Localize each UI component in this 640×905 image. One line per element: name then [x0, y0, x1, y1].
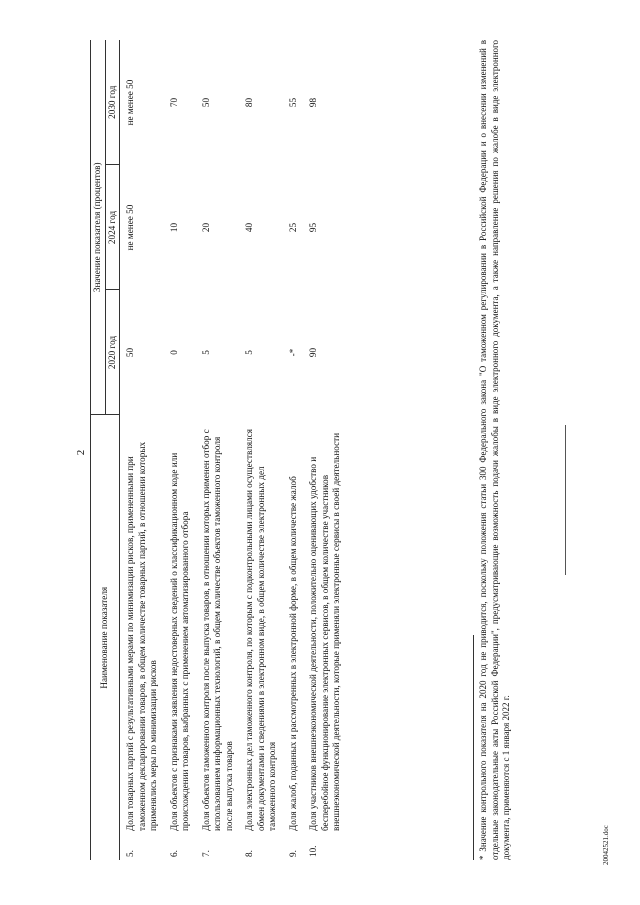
header-name-column: Наименование показателя: [91, 415, 120, 860]
value-2020: 90: [308, 347, 318, 358]
separator-line: [565, 425, 566, 575]
indicators-table: [90, 40, 347, 860]
value-2020: 5: [200, 350, 211, 355]
value-2024: 95: [308, 222, 318, 233]
value-2024: 25: [287, 222, 298, 233]
row-name: Доля объектов с признаками заявления недостоверных сведений о классификационном коде или происхождении товаров, выбранных с применением автоматизированного отбора: [168, 452, 190, 831]
document-code: 20042521.doc: [602, 825, 610, 865]
table-row: [196, 40, 240, 860]
value-2030: 70: [168, 97, 179, 108]
row-number: 7.: [200, 850, 211, 857]
page-number: 2: [75, 449, 87, 456]
row-name-cell: [283, 415, 304, 860]
table-row: [120, 40, 164, 860]
footnote-divider: [473, 635, 474, 860]
header-year-2020: 2020 год: [105, 290, 120, 415]
value-2030: 98: [308, 97, 318, 108]
row-name-cell: [196, 415, 240, 860]
row-name-cell: [239, 415, 283, 860]
row-name: Доля объектов таможенного контроля после выпуска товаров, в отношении которых применен отбор с использованием информационных технологий, в общем количестве объектов таможенного контроля после выпуска товаров: [200, 429, 234, 831]
header-value-group: Значение показателя (процентов): [91, 40, 106, 415]
row-number: 10.: [308, 845, 318, 857]
row-name: Доля товарных партий с результативными мерами по минимизации рисков, примененными при таможенном декларировании товаров, в общем количестве товарных партий, в отношении которых применялись меры по минимизации рисков: [125, 441, 158, 831]
header-year-2024: 2024 год: [105, 165, 120, 290]
row-number: 6.: [168, 850, 179, 857]
value-2024: 20: [200, 222, 211, 233]
row-name: Доля жалоб, поданных и рассмотренных в электронной форме, в общем количестве жалоб: [287, 476, 298, 831]
footnote-text: * Значение контрольного показателя на 2020 год не приводится, поскольку положения статьи 300 Федерального закона "О таможенном регулировании в Российской Федерации и о внесении изменений в отдельные законодательные акты Российской Федерации", предусматривающие возможность подачи жалобы в виде электронного документа, а также направление решения по жалобе в виде электронного документа, применяются с 1 января 2022 г.: [478, 40, 512, 860]
row-name-cell: [164, 415, 196, 860]
value-2030: 80: [244, 97, 254, 108]
value-2024: не менее 50: [125, 204, 135, 251]
value-2024: 40: [244, 222, 254, 233]
value-2020: 0: [168, 350, 179, 355]
row-name: Доля участников внешнеэкономической деятельности, положительно оценивающих удобство и бесперебойное функционирование электронных сервисов, в общем количестве участников внешнеэкономической деятельности, которые применяли электронные сервисы в своей деятельности: [308, 432, 341, 831]
value-2030: 55: [287, 97, 298, 108]
value-2030: 50: [200, 97, 211, 108]
row-name-cell: [303, 415, 347, 860]
row-number: 5.: [125, 850, 135, 857]
value-2030: не менее 50: [125, 79, 135, 126]
value-2020: 50: [125, 347, 135, 358]
row-number: 8.: [244, 850, 254, 857]
value-2020: -*: [287, 348, 298, 357]
table-row: [303, 40, 347, 860]
row-number: 9.: [287, 850, 298, 857]
row-name: Доля электронных дел таможенного контроля, по которым с подконтрольными лицами осуществлялся обмен документами и сведениями в электронном виде, в общем количестве электронных дел таможенного контроля: [244, 429, 277, 831]
value-2020: 5: [244, 350, 254, 355]
header-year-2030: 2030 год: [105, 40, 120, 165]
table-row: [164, 40, 196, 860]
value-2024: 10: [168, 222, 179, 233]
table-row: [239, 40, 283, 860]
row-name-cell: [120, 415, 164, 860]
table-row: [283, 40, 304, 860]
